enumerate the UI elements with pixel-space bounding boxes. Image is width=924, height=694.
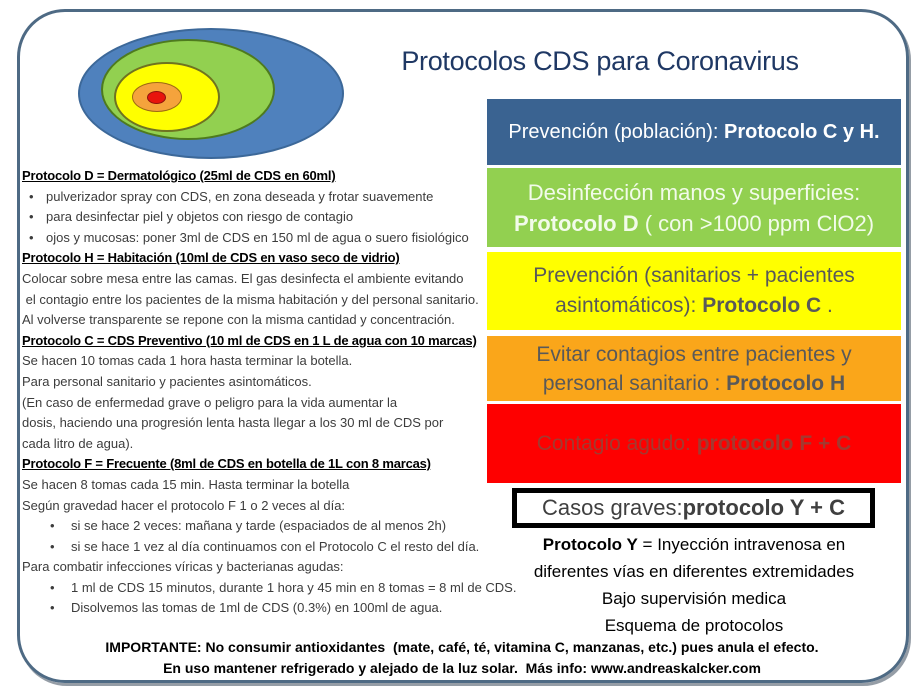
box-casos-graves: Casos graves: protocolo Y + C [512,488,875,528]
bullet-icon: • [50,518,55,534]
protocol-heading: Protocolo D = Dermatológico (25ml de CDS en 60ml) [22,168,336,183]
protocol-line-text: pulverizador spray con CDS, en zona deseada y frotar suavemente [46,188,434,204]
protocol-line [22,475,500,496]
protocol-line [22,434,500,455]
protocol-line-text: Según gravedad hacer el protocolo F 1 o 2 veces al día: [22,497,346,513]
box-label: Desinfección manos y superficies: Protocolo D ( con >1000 ppm ClO2) [513,179,875,236]
page-title: Protocolos CDS para Coronavirus [401,46,799,76]
protocol-line-text: Para combatir infecciones víricas y bacterianas agudas: [22,559,344,575]
footer-line1: IMPORTANTE: No consumir antioxidantes (mate, café, té, vitamina C, manzanas, etc.) pues anula el efecto. [105,639,819,655]
protocol-line [22,269,500,290]
protocol-line [22,187,500,208]
protocol-line-text: Se hacen 8 tomas cada 15 min. Hasta terminar la botella [22,476,350,492]
protocol-line [22,413,500,434]
protocol-line-text: dosis, haciendo una progresión lenta hasta llegar a los 30 ml de CDS por [22,415,444,431]
protocol-line [22,310,500,331]
box-desinfeccion-manos-superficies [487,168,901,247]
protocol-y-line4: Esquema de protocolos [604,616,784,635]
bullet-icon: • [50,538,55,554]
box-label: Prevención (sanitarios + pacientes asintomáticos): Protocolo C . [533,264,855,317]
protocol-line-text: Colocar sobre mesa entre las camas. El gas desinfecta el ambiente evitando [22,270,464,286]
ring-red [147,91,166,104]
protocol-boxes [487,99,901,528]
protocol-line-text: cada litro de agua). [22,435,134,451]
protocol-line [22,228,500,249]
protocol-line [22,290,500,311]
protocol-line [22,393,500,414]
box-label: Evitar contagios entre pacientes y personal sanitario : Protocolo H [536,342,852,395]
protocol-line-text: el contagio entre los pacientes de la misma habitación y del personal sanitario. [22,291,479,307]
footer-line2: En uso mantener refrigerado y alejado de la luz solar. Más info: www.andreaskalcker.com [163,660,761,676]
protocol-y-line3: Bajo supervisión medica [601,589,787,608]
protocol-line [22,351,500,372]
protocol-line-text: si se hace 2 veces: mañana y tarde (espaciados de al menos 2h) [71,518,447,534]
bullet-icon: • [50,579,55,595]
protocol-heading: Protocolo F = Frecuente (8ml de CDS en botella de 1L con 8 marcas) [22,456,431,472]
footer-warning [0,637,924,679]
bullet-icon: • [29,229,34,245]
box-label: Prevención (población): Protocolo C y H. [508,121,880,143]
protocol-heading: Protocolo C = CDS Preventivo (10 ml de CDS en 1 L de agua con 10 marcas) [22,332,477,348]
protocol-line [22,496,500,517]
protocol-line-text: ojos y mucosas: poner 3ml de CDS en 150 ml de agua o suero fisiológico [46,229,469,245]
protocol-y-line1: Protocolo Y = Inyección intravenosa en [542,535,846,554]
protocol-descriptions [22,166,517,619]
box-contagio-agudo [487,404,901,483]
protocol-line-text: 1 ml de CDS 15 minutos, durante 1 hora y 45 min en 8 tomas = 8 ml de CDS. [71,579,517,595]
protocol-line [22,598,500,619]
protocol-line-text: Para personal sanitario y pacientes asintomáticos. [22,373,312,389]
bullet-icon: • [29,209,34,225]
bullet-icon: • [50,600,55,616]
protocol-line-text: para desinfectar piel y objetos con riesgo de contagio [46,209,354,225]
protocol-line-text: Se hacen 10 tomas cada 1 hora hasta terminar la botella. [22,353,353,369]
box-evitar-contagios [487,336,901,401]
protocol-y-note [487,531,901,639]
box-prevencion-sanitarios [487,252,901,330]
protocol-line-text: Disolvemos las tomas de 1ml de CDS (0.3%) en 100ml de agua. [71,600,443,616]
box-prevencion-poblacion [487,99,901,165]
protocol-line-text: Al volverse transparente se repone con la misma cantidad y concentración. [22,312,455,328]
protocol-line-text: si se hace 1 vez al día continuamos con el Protocolo C el resto del día. [71,538,480,554]
protocol-heading: Protocolo H = Habitación (10ml de CDS en vaso seco de vidrio) [22,250,400,266]
protocol-line [22,372,500,393]
protocol-line [22,516,500,537]
protocol-line [22,578,517,599]
bullet-icon: • [29,188,34,204]
protocol-line [22,537,500,558]
protocol-y-line2: diferentes vías en diferentes extremidades [533,562,855,581]
protocol-line [22,207,500,228]
box-label: Contagio agudo: protocolo F + C [536,431,852,455]
protocol-line [22,557,500,578]
protocol-line-text: (En caso de enfermedad grave o peligro para la vida aumentar la [22,394,398,410]
